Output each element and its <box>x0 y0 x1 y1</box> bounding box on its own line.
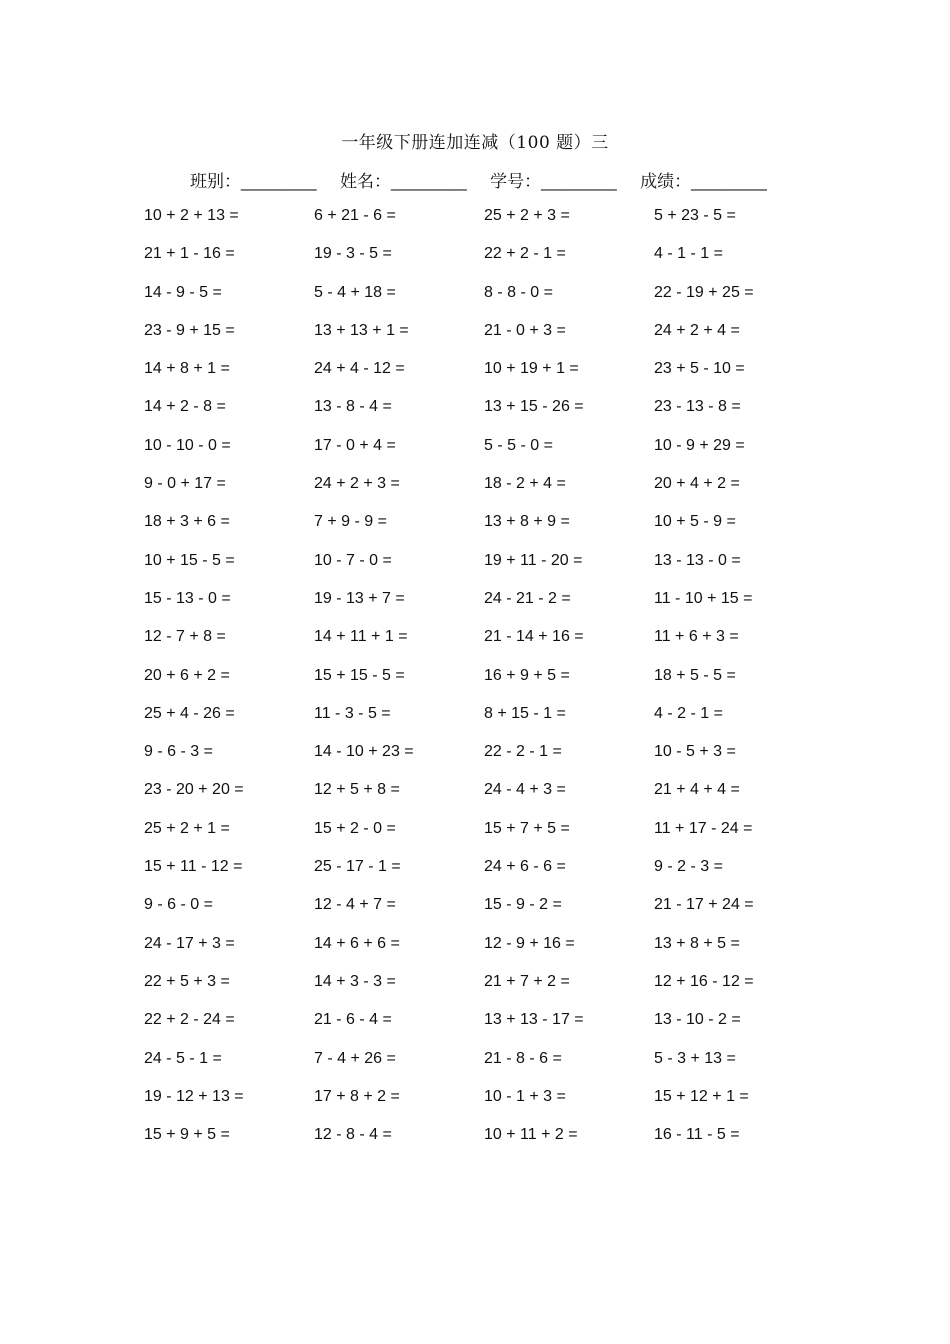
problem-item: 21 + 7 + 2 = <box>484 972 570 990</box>
problem-item: 14 + 8 + 1 = <box>144 360 230 378</box>
problem-item: 9 - 6 - 0 = <box>144 896 213 914</box>
problem-item: 5 - 3 + 13 = <box>654 1049 736 1067</box>
problem-item: 25 + 2 + 3 = <box>484 207 570 224</box>
problem-grid <box>144 205 824 1162</box>
problem-item: 20 + 6 + 2 = <box>144 666 230 684</box>
problem-item: 14 + 3 - 3 = <box>314 972 396 990</box>
problem-item: 24 - 4 + 3 = <box>484 781 566 799</box>
problem-item: 13 - 8 - 4 = <box>314 398 392 416</box>
problem-item: 15 + 11 - 12 = <box>144 858 243 876</box>
class-field <box>190 172 322 192</box>
problem-item: 18 + 3 + 6 = <box>144 513 230 531</box>
problem-item: 10 + 19 + 1 = <box>484 360 579 378</box>
problem-item: 15 + 7 + 5 = <box>484 819 570 837</box>
problem-item: 24 + 6 - 6 = <box>484 858 566 876</box>
problem-item: 15 + 9 + 5 = <box>144 1126 230 1144</box>
problem-item: 12 - 7 + 8 = <box>144 628 226 646</box>
class-label: 班别： <box>190 172 241 192</box>
student-info-row <box>190 167 785 192</box>
problem-item: 10 - 1 + 3 = <box>484 1087 566 1105</box>
problem-item: 23 - 13 - 8 = <box>654 398 741 416</box>
problem-item: 23 - 20 + 20 = <box>144 781 244 799</box>
problem-item: 22 - 2 - 1 = <box>484 743 562 761</box>
problem-item: 18 + 5 - 5 = <box>654 666 736 684</box>
score-blank[interactable]: ________ <box>691 172 767 191</box>
problem-item: 25 - 17 - 1 = <box>314 858 401 876</box>
problem-item: 7 - 4 + 26 = <box>314 1049 396 1067</box>
class-blank[interactable]: ________ <box>241 172 317 191</box>
problem-item: 10 - 9 + 29 = <box>654 436 745 454</box>
problem-item: 11 + 6 + 3 = <box>654 628 739 646</box>
problem-item: 15 + 12 + 1 = <box>654 1087 749 1105</box>
problem-item: 25 + 4 - 26 = <box>144 704 235 722</box>
problem-item: 15 + 15 - 5 = <box>314 666 405 684</box>
problem-item: 14 + 6 + 6 = <box>314 934 400 952</box>
problem-item: 15 + 2 - 0 = <box>314 819 396 837</box>
problem-item: 16 + 9 + 5 = <box>484 666 570 684</box>
problem-item: 13 - 10 - 2 = <box>654 1011 741 1029</box>
problem-item: 15 - 9 - 2 = <box>484 896 562 914</box>
problem-item: 14 + 2 - 8 = <box>144 398 226 416</box>
student-id-field <box>490 172 622 192</box>
student-id-label: 学号： <box>490 172 542 192</box>
name-blank[interactable]: ________ <box>391 172 467 191</box>
problem-item: 5 + 23 - 5 = <box>654 207 736 224</box>
page-title: 一年级下册连加连减（100 题）三 <box>341 133 609 153</box>
problem-item: 22 + 2 - 1 = <box>484 245 566 263</box>
problem-item: 17 - 0 + 4 = <box>314 436 396 454</box>
problem-item: 13 - 13 - 0 = <box>654 551 741 569</box>
problem-item: 12 - 4 + 7 = <box>314 896 396 914</box>
problem-item: 24 - 21 - 2 = <box>484 589 571 607</box>
problem-item: 21 - 8 - 6 = <box>484 1049 562 1067</box>
problem-item: 12 + 16 - 12 = <box>654 972 754 990</box>
problem-item: 25 + 2 + 1 = <box>144 819 230 837</box>
problem-item: 23 + 5 - 10 = <box>654 360 745 378</box>
problem-item: 10 - 7 - 0 = <box>314 551 392 569</box>
problem-item: 19 - 12 + 13 = <box>144 1087 244 1105</box>
problem-item: 10 + 5 - 9 = <box>654 513 736 531</box>
problem-item: 4 - 2 - 1 = <box>654 704 723 722</box>
problem-item: 9 - 0 + 17 = <box>144 475 226 493</box>
name-label: 姓名： <box>340 172 392 192</box>
problem-item: 24 + 2 + 4 = <box>654 321 740 339</box>
student-id-blank[interactable]: ________ <box>541 172 617 191</box>
problem-item: 14 - 10 + 23 = <box>314 743 414 761</box>
problem-item: 5 - 5 - 0 = <box>484 436 553 454</box>
problem-item: 19 - 13 + 7 = <box>314 589 405 607</box>
problem-item: 4 - 1 - 1 = <box>654 245 723 263</box>
problem-item: 21 - 0 + 3 = <box>484 321 566 339</box>
problem-item: 11 - 3 - 5 = <box>314 704 391 722</box>
problem-item: 13 + 15 - 26 = <box>484 398 584 416</box>
problem-item: 8 - 8 - 0 = <box>484 283 553 301</box>
problem-item: 7 + 9 - 9 = <box>314 513 387 531</box>
problem-item: 16 - 11 - 5 = <box>654 1126 740 1144</box>
problem-item: 5 - 4 + 18 = <box>314 283 396 301</box>
problem-item: 8 + 15 - 1 = <box>484 704 566 722</box>
problem-item: 12 + 5 + 8 = <box>314 781 400 799</box>
score-field <box>640 172 767 192</box>
problem-item: 24 - 17 + 3 = <box>144 934 235 952</box>
problem-item: 10 + 11 + 2 = <box>484 1126 578 1144</box>
problem-item: 24 + 4 - 12 = <box>314 360 405 378</box>
problem-item: 13 + 13 + 1 = <box>314 321 409 339</box>
problem-item: 12 - 8 - 4 = <box>314 1126 392 1144</box>
problem-item: 10 - 10 - 0 = <box>144 436 231 454</box>
problem-item: 13 + 8 + 5 = <box>654 934 740 952</box>
name-field <box>340 172 472 192</box>
problem-item: 22 - 19 + 25 = <box>654 283 754 301</box>
problem-item: 9 - 2 - 3 = <box>654 858 723 876</box>
problem-item: 10 + 2 + 13 = <box>144 207 239 224</box>
problem-item: 13 + 8 + 9 = <box>484 513 570 531</box>
problem-item: 11 + 17 - 24 = <box>654 819 753 837</box>
problem-item: 9 - 6 - 3 = <box>144 743 213 761</box>
problem-item: 24 + 2 + 3 = <box>314 475 400 493</box>
problem-item: 15 - 13 - 0 = <box>144 589 231 607</box>
problem-item: 21 - 17 + 24 = <box>654 896 754 914</box>
problem-item: 6 + 21 - 6 = <box>314 207 396 224</box>
problem-item: 18 - 2 + 4 = <box>484 475 566 493</box>
score-label: 成绩： <box>640 172 692 192</box>
problem-item: 14 - 9 - 5 = <box>144 283 222 301</box>
problem-item: 13 + 13 - 17 = <box>484 1011 584 1029</box>
problem-item: 11 - 10 + 15 = <box>654 589 753 607</box>
problem-item: 10 + 15 - 5 = <box>144 551 235 569</box>
problem-item: 19 + 11 - 20 = <box>484 551 583 569</box>
problem-item: 24 - 5 - 1 = <box>144 1049 222 1067</box>
problem-item: 20 + 4 + 2 = <box>654 475 740 493</box>
problem-item: 21 + 4 + 4 = <box>654 781 740 799</box>
problem-item: 23 - 9 + 15 = <box>144 321 235 339</box>
problem-item: 17 + 8 + 2 = <box>314 1087 400 1105</box>
problem-item: 19 - 3 - 5 = <box>314 245 392 263</box>
problem-item: 21 - 14 + 16 = <box>484 628 584 646</box>
problem-item: 12 - 9 + 16 = <box>484 934 575 952</box>
problem-item: 22 + 5 + 3 = <box>144 972 230 990</box>
problem-item: 22 + 2 - 24 = <box>144 1011 235 1029</box>
problem-item: 21 - 6 - 4 = <box>314 1011 392 1029</box>
problem-item: 21 + 1 - 16 = <box>144 245 235 263</box>
problem-item: 10 - 5 + 3 = <box>654 743 736 761</box>
problem-item: 14 + 11 + 1 = <box>314 628 408 646</box>
